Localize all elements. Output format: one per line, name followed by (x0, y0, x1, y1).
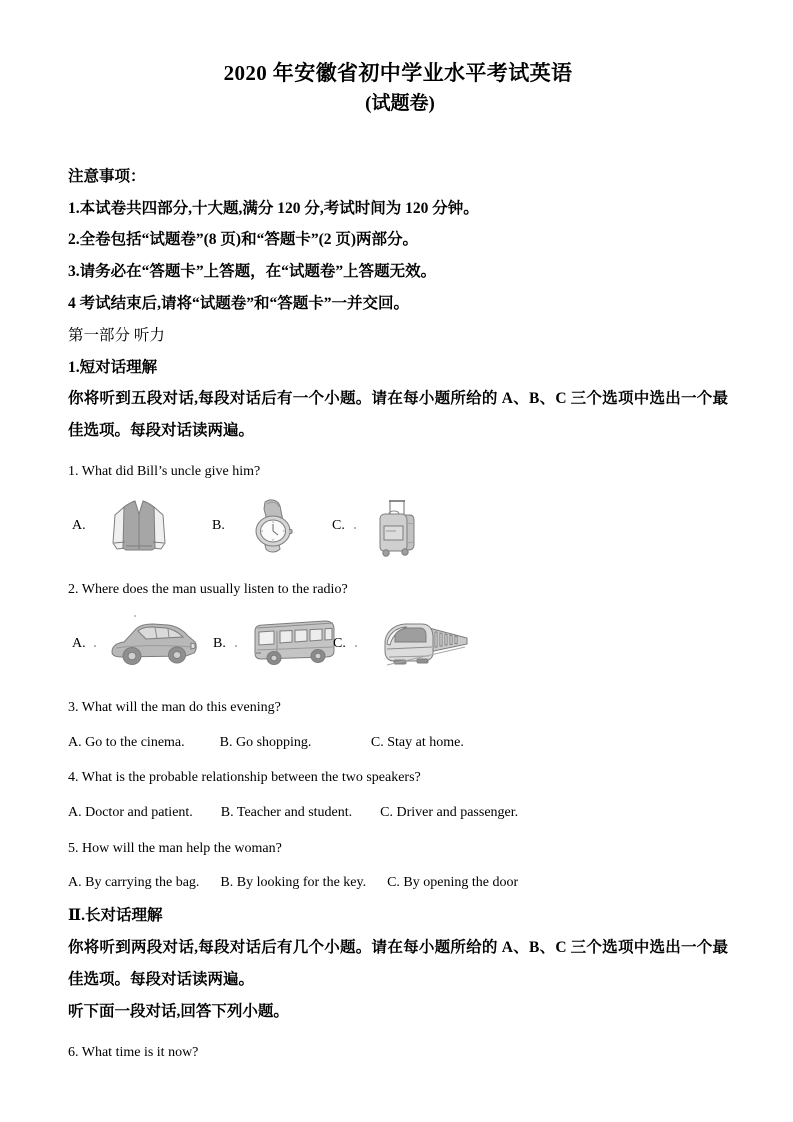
notice-block (68, 161, 728, 320)
section-two-instruction: 你将听到两段对话,每段对话后有几个小题。请在每小题所给的 A、B、C 三个选项中选出一个最佳选项。每段对话读两遍。 (68, 938, 728, 988)
question-3-text: 3. What will the man do this evening? (68, 699, 281, 715)
section-two-sub-instruction: 听下面一段对话,回答下列小题。 (68, 1002, 289, 1020)
scan-speck (235, 645, 237, 647)
scan-speck (94, 645, 96, 647)
question-4-options[interactable]: A. Doctor and patient. B. Teacher and student. C. Driver and passenger. (68, 804, 519, 820)
question-5-text: 5. How will the man help the woman? (68, 840, 282, 856)
question-6-text: 6. What time is it now? (68, 1044, 199, 1060)
question-5-options[interactable]: A. By carrying the bag. B. By looking for the key. C. By opening the door (68, 875, 519, 891)
section-two-heading: Ⅱ.长对话理解 (68, 906, 163, 924)
option-label-c: C. (333, 635, 346, 651)
bus-icon (247, 611, 339, 671)
page-title: 2020 年安徽省初中学业水平考试英语 (223, 61, 573, 85)
notice-item-3: 3.请务必在“答题卡”上答题，在“试题卷”上答题无效。 (68, 263, 437, 281)
part-one-heading: 第一部分 听力 (68, 326, 165, 344)
notice-heading: 注意事项： (68, 167, 146, 185)
scan-speck (354, 527, 356, 529)
question-1-text: 1. What did Bill’s uncle give him? (68, 464, 261, 480)
car-icon (106, 611, 202, 671)
option-label-b: B. (213, 635, 226, 651)
option-label-a: A. (72, 635, 86, 651)
wristwatch-icon (242, 493, 304, 561)
question-3-options[interactable]: A. Go to the cinema. B. Go shopping. C. Stay at home. (68, 734, 464, 750)
question-4-text: 4. What is the probable relationship between the two speakers? (68, 770, 421, 786)
cardigan-sweater-icon (102, 493, 176, 561)
page-subtitle: (试题卷) (365, 93, 435, 115)
rolling-luggage-icon (362, 493, 428, 561)
question-2-text: 2. Where does the man usually listen to the radio? (68, 582, 348, 598)
question-1-picture-options (68, 493, 728, 565)
section-one-heading: 1.短对话理解 (68, 358, 158, 376)
page-content (68, 58, 728, 1064)
scan-speck (355, 645, 357, 647)
option-label-b: B. (212, 518, 225, 534)
notice-item-1: 1.本试卷共四部分,十大题,满分 120 分,考试时间为 120 分钟。 (68, 199, 479, 217)
question-2-picture-options (68, 611, 728, 683)
option-label-a: A. (72, 518, 86, 534)
notice-item-4: 4 考试结束后,请将“试题卷”和“答题卡”一并交回。 (68, 295, 410, 312)
section-one-instruction: 你将听到五段对话,每段对话后有一个小题。请在每小题所给的 A、B、C 三个选项中选出一个最佳选项。每段对话读两遍。 (68, 390, 728, 440)
option-label-c: C. (332, 518, 345, 534)
train-icon (367, 611, 471, 671)
notice-item-2: 2.全卷包括“试题卷”(8 页)和“答题卡”(2 页)两部分。 (68, 231, 419, 249)
